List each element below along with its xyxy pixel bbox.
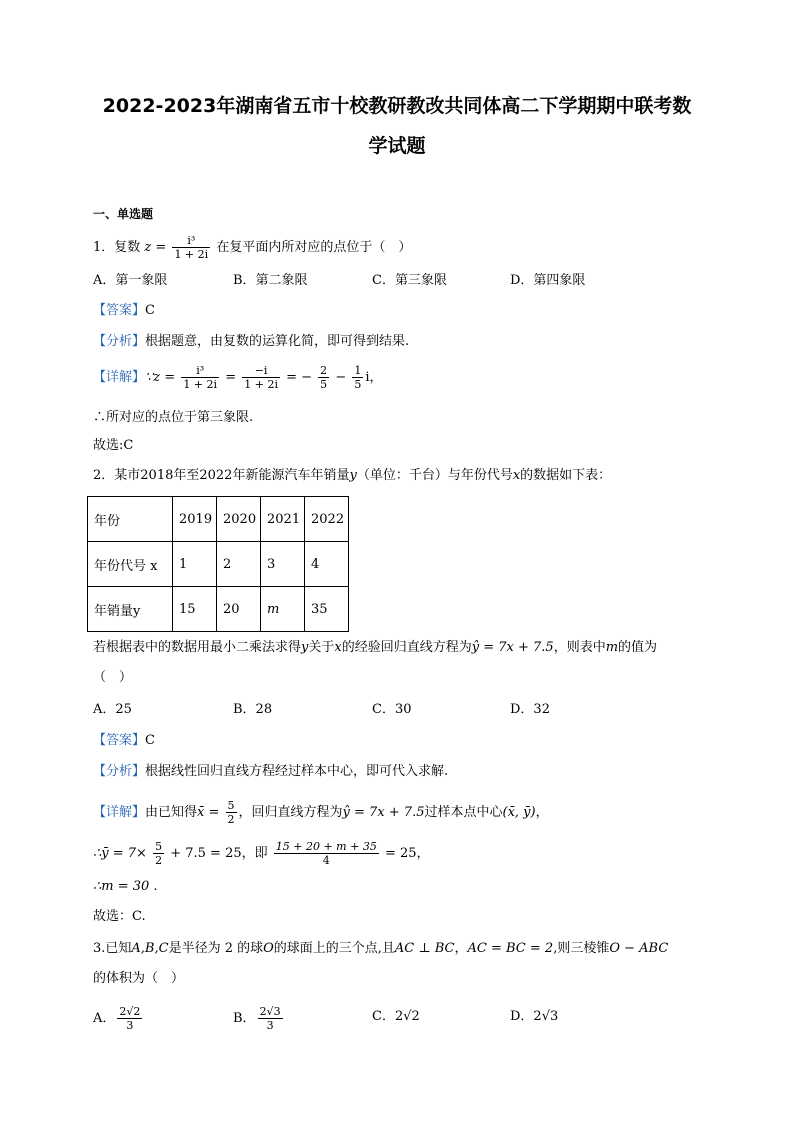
q2-option-b: B．28 xyxy=(233,702,273,717)
q1-option-d: D．第四象限 xyxy=(510,273,586,288)
table-cell: 年份代号 x xyxy=(88,542,173,587)
q2-answer: 【答案】C xyxy=(93,733,155,748)
q2-option-c: C．30 xyxy=(372,702,412,717)
q1-option-c: C．第三象限 xyxy=(372,273,447,288)
table-cell: 2022 xyxy=(305,497,349,542)
q3-option-a: A． $\frac{2√2}{3}$ xyxy=(93,1005,141,1032)
table-cell: 2020 xyxy=(217,497,261,542)
table-cell: 年销量y xyxy=(88,587,173,632)
q2-choose: 故选：C. xyxy=(93,909,146,924)
q2-stem: 2．某市2018年至2022年新能源汽车年销量y（单位：千台）与年份代号x的数据如下表： xyxy=(93,468,612,483)
q1-detail: 【详解】∵z = $\frac{\text{i³}}{1 + 2i}$ = $\frac{-i}{1 + 2i}$ = − $\frac{2}{5}$ − $\frac{1}{5}$ i， xyxy=(93,364,383,391)
q1-fraction: $\frac{\text{i³}}{1 + 2i}$ xyxy=(174,234,209,261)
q1-choose: 故选:C xyxy=(93,438,134,453)
analysis-tag: 【分析】 xyxy=(93,764,146,779)
table-cell: 2019 xyxy=(173,497,217,542)
detail-tag: 【详解】 xyxy=(93,805,146,820)
q2-detail-line1: 【详解】由已知得x̄ = $\frac{5}{2}$ ，回归直线方程为ŷ = 7x + 7.5过样本点中心(x̄, ȳ)， xyxy=(93,799,549,826)
table-cell: 3 xyxy=(261,542,305,587)
table-cell: 2 xyxy=(217,542,261,587)
q3-stem-line2: 的体积为（ ） xyxy=(93,971,185,986)
table-cell: 2021 xyxy=(261,497,305,542)
q2-option-a: A．25 xyxy=(93,702,132,717)
doc-title-line1: 2022-2023年湖南省五市十校教研教改共同体高二下学期期中联考数 xyxy=(102,95,692,117)
q2-data-table xyxy=(87,496,349,632)
analysis-tag: 【分析】 xyxy=(93,334,146,349)
table-cell: 15 xyxy=(173,587,217,632)
q1-conclusion: ∴所对应的点位于第三象限. xyxy=(93,410,254,425)
table-cell: 20 xyxy=(217,587,261,632)
table-cell: m xyxy=(261,587,305,632)
doc-title-line2: 学试题 xyxy=(368,135,426,157)
q2-option-d: D．32 xyxy=(510,702,550,717)
table-row xyxy=(88,497,349,542)
table-cell: 1 xyxy=(173,542,217,587)
q2-analysis: 【分析】根据线性回归直线方程经过样本中心，即可代入求解. xyxy=(93,764,449,779)
section-heading: 一、单选题 xyxy=(93,207,154,221)
table-cell: 35 xyxy=(305,587,349,632)
q1-stem: 1．复数 z = $\frac{\text{i³}}{1 + 2i}$ 在复平面内所对应的点位于（ ） xyxy=(93,234,412,261)
answer-tag: 【答案】 xyxy=(93,733,146,748)
q2-detail-line3: ∴m = 30 . xyxy=(93,879,158,894)
detail-tag: 【详解】 xyxy=(93,370,146,385)
q2-detail-line2: ∴ȳ = 7× $\frac{5}{2}$ + 7.5 = 25，即 $\frac{15 + 20 + m + 35}{4}$ = 25， xyxy=(93,840,430,867)
q3-option-d: D．2√3 xyxy=(510,1009,559,1024)
table-cell: 4 xyxy=(305,542,349,587)
q1-option-a: A．第一象限 xyxy=(93,273,168,288)
answer-tag: 【答案】 xyxy=(93,303,146,318)
table-cell: 年份 xyxy=(88,497,173,542)
q3-stem: 3.已知A,B,C是半径为 2 的球O的球面上的三个点,且AC ⊥ BC，AC = BC = 2,则三棱锥O − ABC xyxy=(93,941,669,956)
q2-condition: 若根据表中的数据用最小二乘法求得y关于x的经验回归直线方程为ŷ = 7x + 7.5，则表中m的值为 xyxy=(93,640,658,655)
q1-option-b: B．第二象限 xyxy=(233,273,308,288)
q2-paren: （ ） xyxy=(93,670,133,685)
q3-option-c: C．2√2 xyxy=(372,1009,420,1024)
q1-answer: 【答案】C xyxy=(93,303,155,318)
q1-analysis: 【分析】根据题意，由复数的运算化简，即可得到结果. xyxy=(93,334,410,349)
table-row xyxy=(88,542,349,587)
table-row xyxy=(88,587,349,632)
q3-option-b: B． $\frac{2√3}{3}$ xyxy=(233,1005,281,1032)
